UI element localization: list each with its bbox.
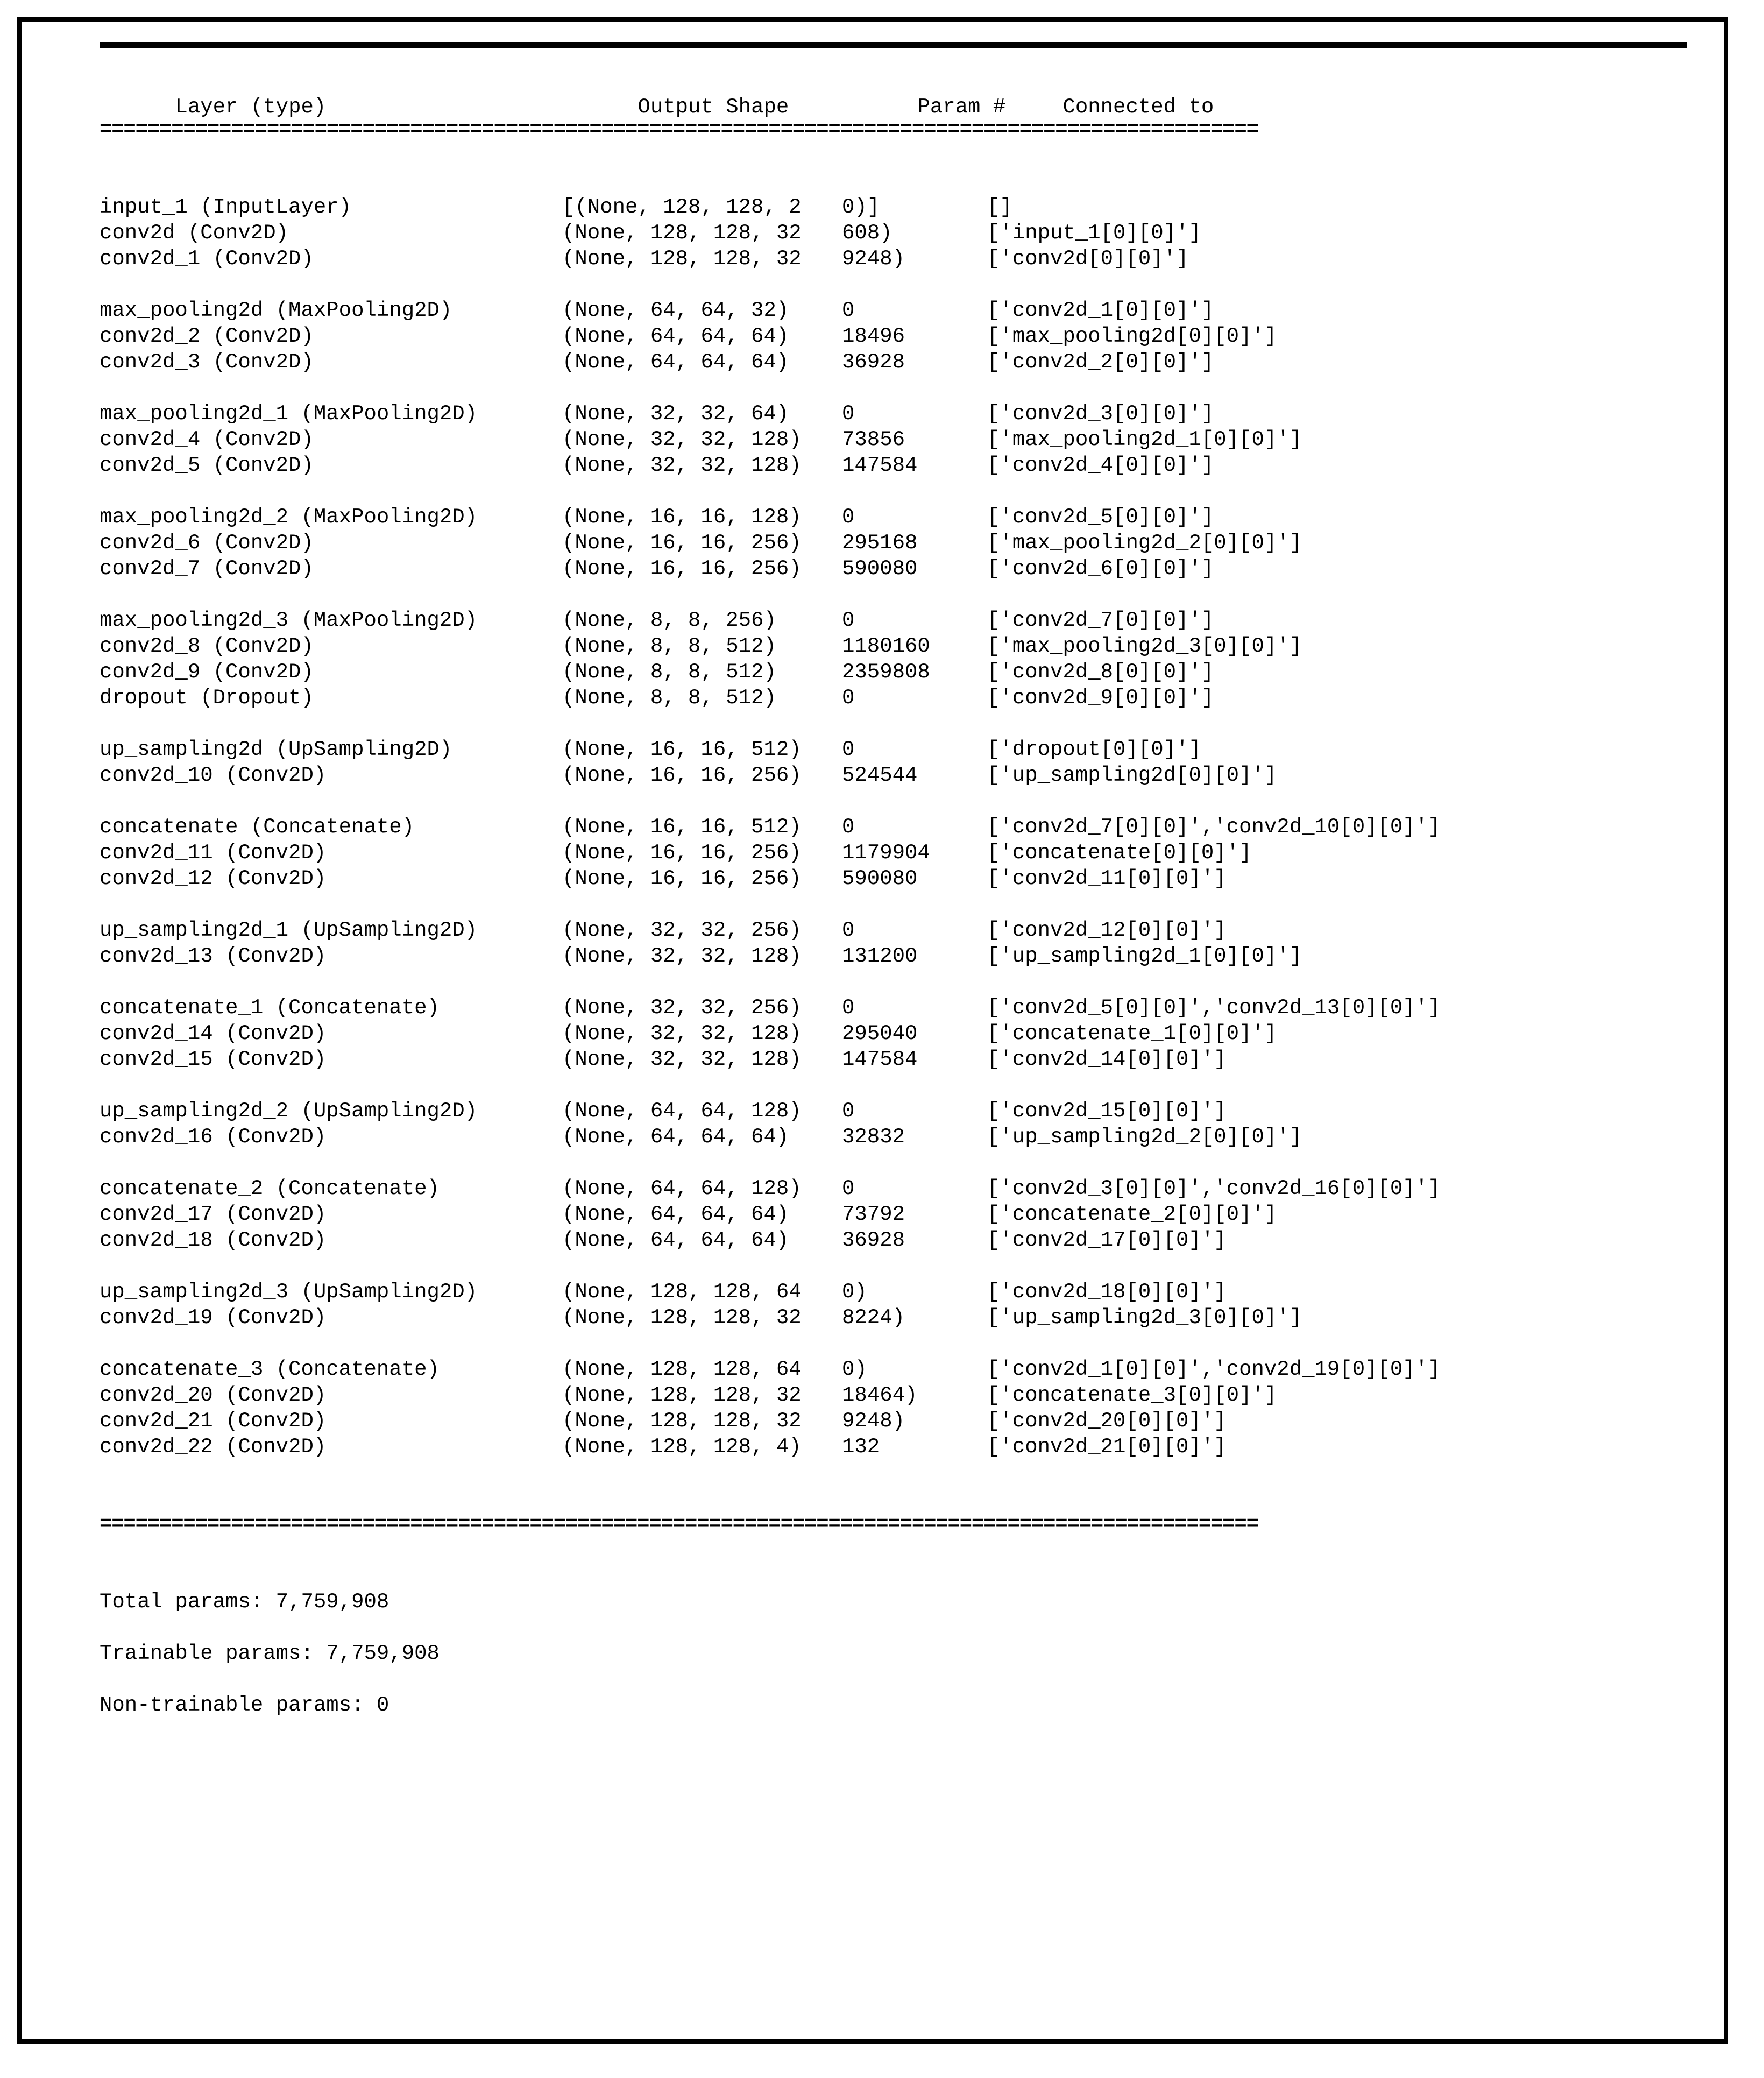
cell-output-shape: (None, 16, 16, 256) [562, 531, 802, 555]
table-row [100, 427, 1705, 453]
cell-output-shape: (None, 8, 8, 512) [562, 660, 776, 684]
spacer [100, 1253, 1705, 1279]
total-params-line: Total params: 7,759,908 [100, 1590, 389, 1614]
cell-connected-to: ['up_sampling2d_3[0][0]'] [987, 1306, 1302, 1330]
model-summary-sheet [100, 42, 1705, 1718]
cell-layer-type: conv2d_7 (Conv2D) [100, 557, 314, 581]
cell-connected-to: ['concatenate_2[0][0]'] [987, 1203, 1277, 1226]
cell-connected-to: ['max_pooling2d_1[0][0]'] [987, 428, 1302, 451]
spacer [100, 1563, 1705, 1589]
cell-layer-type: concatenate_1 (Concatenate) [100, 996, 440, 1020]
cell-layer-type: conv2d (Conv2D) [100, 221, 289, 245]
cell-connected-to: ['conv2d_7[0][0]','conv2d_10[0][0]'] [987, 815, 1441, 839]
cell-output-shape: (None, 32, 32, 128) [562, 944, 802, 968]
cell-connected-to: ['concatenate_3[0][0]'] [987, 1383, 1277, 1407]
spacer [100, 272, 1705, 298]
cell-layer-type: max_pooling2d_2 (MaxPooling2D) [100, 505, 478, 529]
cell-param-count: 0 [842, 918, 855, 942]
cell-layer-type: concatenate (Concatenate) [100, 815, 415, 839]
cell-layer-type: conv2d_10 (Conv2D) [100, 764, 327, 787]
cell-output-shape: (None, 32, 32, 256) [562, 996, 802, 1020]
cell-param-count: 0 [842, 505, 855, 529]
cell-output-shape: (None, 32, 32, 256) [562, 918, 802, 942]
cell-output-shape: (None, 128, 128, 32 [562, 1409, 802, 1433]
cell-param-count: 147584 [842, 1048, 918, 1071]
cell-connected-to: ['conv2d_20[0][0]'] [987, 1409, 1227, 1433]
cell-connected-to: ['conv2d_3[0][0]'] [987, 402, 1214, 426]
cell-layer-type: input_1 (InputLayer) [100, 195, 352, 219]
cell-layer-type: conv2d_4 (Conv2D) [100, 428, 314, 451]
table-row [100, 1047, 1705, 1072]
spacer [100, 478, 1705, 504]
header-layer-type: Layer (type) [175, 95, 327, 119]
cell-connected-to: ['conv2d_21[0][0]'] [987, 1435, 1227, 1459]
table-row [100, 1305, 1705, 1331]
cell-connected-to: ['conv2d_5[0][0]','conv2d_13[0][0]'] [987, 996, 1441, 1020]
cell-param-count: 132 [842, 1435, 880, 1459]
cell-connected-to: ['max_pooling2d_2[0][0]'] [987, 531, 1302, 555]
cell-param-count: 36928 [842, 1228, 905, 1252]
table-row [100, 1124, 1705, 1150]
table-row [100, 504, 1705, 530]
cell-layer-type: conv2d_21 (Conv2D) [100, 1409, 327, 1433]
cell-layer-type: conv2d_11 (Conv2D) [100, 841, 327, 865]
cell-connected-to: ['conv2d_18[0][0]'] [987, 1280, 1227, 1304]
top-rule [100, 42, 1687, 48]
table-row [100, 194, 1705, 220]
spacer [100, 892, 1705, 917]
cell-connected-to: ['conv2d_7[0][0]'] [987, 609, 1214, 632]
cell-layer-type: dropout (Dropout) [100, 686, 314, 710]
cell-output-shape: [(None, 128, 128, 2 [562, 195, 802, 219]
cell-param-count: 524544 [842, 764, 918, 787]
table-row [100, 1356, 1705, 1382]
cell-layer-type: up_sampling2d (UpSampling2D) [100, 738, 452, 761]
cell-connected-to: ['up_sampling2d[0][0]'] [987, 764, 1277, 787]
cell-layer-type: conv2d_16 (Conv2D) [100, 1125, 327, 1149]
cell-layer-type: conv2d_8 (Conv2D) [100, 634, 314, 658]
cell-connected-to: ['max_pooling2d_3[0][0]'] [987, 634, 1302, 658]
cell-output-shape: (None, 32, 32, 128) [562, 428, 802, 451]
cell-layer-type: max_pooling2d_3 (MaxPooling2D) [100, 609, 478, 632]
cell-param-count: 18464) [842, 1383, 918, 1407]
non-trainable-params-line: Non-trainable params: 0 [100, 1693, 389, 1717]
cell-param-count: 8224) [842, 1306, 905, 1330]
cell-connected-to: ['conv2d_17[0][0]'] [987, 1228, 1227, 1252]
cell-output-shape: (None, 8, 8, 512) [562, 634, 776, 658]
cell-connected-to: ['conv2d_1[0][0]'] [987, 299, 1214, 322]
cell-layer-type: conv2d_17 (Conv2D) [100, 1203, 327, 1226]
cell-layer-type: conv2d_22 (Conv2D) [100, 1435, 327, 1459]
cell-layer-type: conv2d_1 (Conv2D) [100, 247, 314, 271]
cell-layer-type: up_sampling2d_2 (UpSampling2D) [100, 1099, 478, 1123]
cell-output-shape: (None, 32, 32, 128) [562, 1022, 802, 1045]
cell-connected-to: ['conv2d_14[0][0]'] [987, 1048, 1227, 1071]
spacer [100, 969, 1705, 995]
spacer [100, 143, 1705, 168]
cell-layer-type: conv2d_15 (Conv2D) [100, 1048, 327, 1071]
cell-param-count: 36928 [842, 350, 905, 374]
table-row [100, 814, 1705, 840]
cell-output-shape: (None, 64, 64, 128) [562, 1099, 802, 1123]
cell-param-count: 0 [842, 996, 855, 1020]
cell-output-shape: (None, 8, 8, 256) [562, 609, 776, 632]
table-row [100, 323, 1705, 349]
table-body [100, 194, 1705, 1460]
table-row [100, 737, 1705, 762]
cell-connected-to: ['conv2d_9[0][0]'] [987, 686, 1214, 710]
cell-connected-to: ['max_pooling2d[0][0]'] [987, 324, 1277, 348]
cell-output-shape: (None, 16, 16, 512) [562, 738, 802, 761]
spacer [100, 168, 1705, 194]
cell-connected-to: ['conv2d_4[0][0]'] [987, 454, 1214, 477]
cell-output-shape: (None, 16, 16, 256) [562, 764, 802, 787]
spacer [100, 1537, 1705, 1563]
cell-param-count: 0 [842, 402, 855, 426]
table-row [100, 995, 1705, 1021]
cell-param-count: 2359808 [842, 660, 930, 684]
table-row [100, 401, 1705, 427]
cell-layer-type: concatenate_3 (Concatenate) [100, 1358, 440, 1381]
cell-layer-type: up_sampling2d_3 (UpSampling2D) [100, 1280, 478, 1304]
cell-output-shape: (None, 32, 32, 128) [562, 1048, 802, 1071]
cell-output-shape: (None, 32, 32, 64) [562, 402, 789, 426]
cell-connected-to: ['concatenate[0][0]'] [987, 841, 1252, 865]
table-row [100, 607, 1705, 633]
cell-layer-type: max_pooling2d (MaxPooling2D) [100, 299, 452, 322]
table-row [100, 1382, 1705, 1408]
cell-param-count: 32832 [842, 1125, 905, 1149]
cell-output-shape: (None, 128, 128, 64 [562, 1358, 802, 1381]
cell-output-shape: (None, 128, 128, 32 [562, 1306, 802, 1330]
cell-connected-to: ['conv2d_6[0][0]'] [987, 557, 1214, 581]
table-row [100, 840, 1705, 866]
cell-param-count: 0) [842, 1280, 867, 1304]
table-row [100, 659, 1705, 685]
table-row [100, 762, 1705, 788]
cell-param-count: 608) [842, 221, 892, 245]
spacer [100, 375, 1705, 401]
header-output-shape: Output Shape [637, 95, 789, 119]
table-row [100, 917, 1705, 943]
cell-output-shape: (None, 16, 16, 256) [562, 557, 802, 581]
trainable-params-line: Trainable params: 7,759,908 [100, 1642, 440, 1665]
cell-layer-type: conv2d_6 (Conv2D) [100, 531, 314, 555]
cell-connected-to: ['conv2d_15[0][0]'] [987, 1099, 1227, 1123]
cell-layer-type: conv2d_19 (Conv2D) [100, 1306, 327, 1330]
table-row [100, 685, 1705, 711]
cell-connected-to: ['conv2d_2[0][0]'] [987, 350, 1214, 374]
cell-param-count: 1179904 [842, 841, 930, 865]
cell-layer-type: max_pooling2d_1 (MaxPooling2D) [100, 402, 478, 426]
cell-layer-type: conv2d_3 (Conv2D) [100, 350, 314, 374]
cell-output-shape: (None, 128, 128, 4) [562, 1435, 802, 1459]
cell-output-shape: (None, 64, 64, 64) [562, 324, 789, 348]
cell-param-count: 0 [842, 815, 855, 839]
cell-param-count: 0 [842, 299, 855, 322]
cell-output-shape: (None, 16, 16, 256) [562, 841, 802, 865]
table-row [100, 1227, 1705, 1253]
table-row [100, 556, 1705, 582]
table-row [100, 1098, 1705, 1124]
cell-param-count: 1180160 [842, 634, 930, 658]
cell-param-count: 0 [842, 686, 855, 710]
cell-output-shape: (None, 64, 64, 64) [562, 1203, 789, 1226]
cell-layer-type: conv2d_12 (Conv2D) [100, 867, 327, 890]
cell-param-count: 0 [842, 1099, 855, 1123]
cell-output-shape: (None, 16, 16, 512) [562, 815, 802, 839]
cell-connected-to: ['conv2d_12[0][0]'] [987, 918, 1227, 942]
cell-connected-to: ['conv2d_1[0][0]','conv2d_19[0][0]'] [987, 1358, 1441, 1381]
table-row [100, 298, 1705, 323]
cell-param-count: 0) [842, 1358, 867, 1381]
cell-output-shape: (None, 16, 16, 256) [562, 867, 802, 890]
cell-output-shape: (None, 64, 64, 128) [562, 1177, 802, 1200]
cell-output-shape: (None, 16, 16, 128) [562, 505, 802, 529]
cell-output-shape: (None, 128, 128, 32 [562, 1383, 802, 1407]
bottom-separator-rule: ================================================================================================= [100, 1512, 1258, 1536]
cell-param-count: 295040 [842, 1022, 918, 1045]
cell-layer-type: conv2d_2 (Conv2D) [100, 324, 314, 348]
cell-output-shape: (None, 128, 128, 32 [562, 221, 802, 245]
cell-layer-type: conv2d_13 (Conv2D) [100, 944, 327, 968]
cell-connected-to: ['up_sampling2d_2[0][0]'] [987, 1125, 1302, 1149]
cell-param-count: 9248) [842, 247, 905, 271]
cell-layer-type: conv2d_20 (Conv2D) [100, 1383, 327, 1407]
document-frame [17, 17, 1728, 2044]
header-connected-to: Connected to [1062, 95, 1214, 119]
table-row [100, 246, 1705, 272]
table-row [100, 633, 1705, 659]
table-row [100, 943, 1705, 969]
cell-connected-to: ['conv2d_8[0][0]'] [987, 660, 1214, 684]
cell-connected-to: ['conv2d_3[0][0]','conv2d_16[0][0]'] [987, 1177, 1441, 1200]
cell-output-shape: (None, 64, 64, 64) [562, 1228, 789, 1252]
spacer [100, 582, 1705, 607]
spacer [100, 711, 1705, 737]
spacer [100, 1150, 1705, 1176]
table-row [100, 866, 1705, 892]
spacer [100, 1460, 1705, 1486]
cell-layer-type: up_sampling2d_1 (UpSampling2D) [100, 918, 478, 942]
table-row [100, 1021, 1705, 1047]
header-param-count: Param # [917, 95, 1006, 119]
top-separator-rule: ================================================================================================= [100, 118, 1258, 142]
cell-output-shape: (None, 128, 128, 32 [562, 247, 802, 271]
table-row [100, 1201, 1705, 1227]
table-row [100, 1279, 1705, 1305]
cell-param-count: 73856 [842, 428, 905, 451]
table-row [100, 453, 1705, 478]
cell-param-count: 0 [842, 609, 855, 632]
cell-param-count: 0)] [842, 195, 880, 219]
spacer [100, 788, 1705, 814]
table-row [100, 220, 1705, 246]
cell-output-shape: (None, 64, 64, 64) [562, 350, 789, 374]
cell-param-count: 18496 [842, 324, 905, 348]
cell-param-count: 295168 [842, 531, 918, 555]
spacer [100, 1072, 1705, 1098]
cell-output-shape: (None, 32, 32, 128) [562, 454, 802, 477]
table-row [100, 349, 1705, 375]
totals-block [100, 1589, 1705, 1718]
cell-layer-type: conv2d_14 (Conv2D) [100, 1022, 327, 1045]
cell-connected-to: ['up_sampling2d_1[0][0]'] [987, 944, 1302, 968]
spacer [100, 1331, 1705, 1356]
cell-param-count: 590080 [842, 557, 918, 581]
cell-layer-type: conv2d_5 (Conv2D) [100, 454, 314, 477]
cell-param-count: 0 [842, 738, 855, 761]
cell-output-shape: (None, 8, 8, 512) [562, 686, 776, 710]
cell-output-shape: (None, 128, 128, 64 [562, 1280, 802, 1304]
cell-param-count: 0 [842, 1177, 855, 1200]
cell-connected-to: ['concatenate_1[0][0]'] [987, 1022, 1277, 1045]
cell-param-count: 73792 [842, 1203, 905, 1226]
spacer [100, 1486, 1705, 1511]
cell-output-shape: (None, 64, 64, 64) [562, 1125, 789, 1149]
cell-param-count: 147584 [842, 454, 918, 477]
spacer [100, 1666, 1705, 1692]
cell-param-count: 9248) [842, 1409, 905, 1433]
table-row [100, 1434, 1705, 1460]
cell-output-shape: (None, 64, 64, 32) [562, 299, 789, 322]
cell-connected-to: ['conv2d_11[0][0]'] [987, 867, 1227, 890]
cell-layer-type: concatenate_2 (Concatenate) [100, 1177, 440, 1200]
cell-layer-type: conv2d_9 (Conv2D) [100, 660, 314, 684]
table-row [100, 1176, 1705, 1201]
cell-layer-type: conv2d_18 (Conv2D) [100, 1228, 327, 1252]
table-header-row [100, 59, 1705, 119]
spacer [100, 1615, 1705, 1641]
cell-connected-to: ['input_1[0][0]'] [987, 221, 1201, 245]
cell-connected-to: ['conv2d_5[0][0]'] [987, 505, 1214, 529]
table-row [100, 1408, 1705, 1434]
cell-connected-to: [] [987, 195, 1012, 219]
cell-param-count: 590080 [842, 867, 918, 890]
cell-connected-to: ['conv2d[0][0]'] [987, 247, 1189, 271]
table-row [100, 530, 1705, 556]
cell-connected-to: ['dropout[0][0]'] [987, 738, 1201, 761]
cell-param-count: 131200 [842, 944, 918, 968]
